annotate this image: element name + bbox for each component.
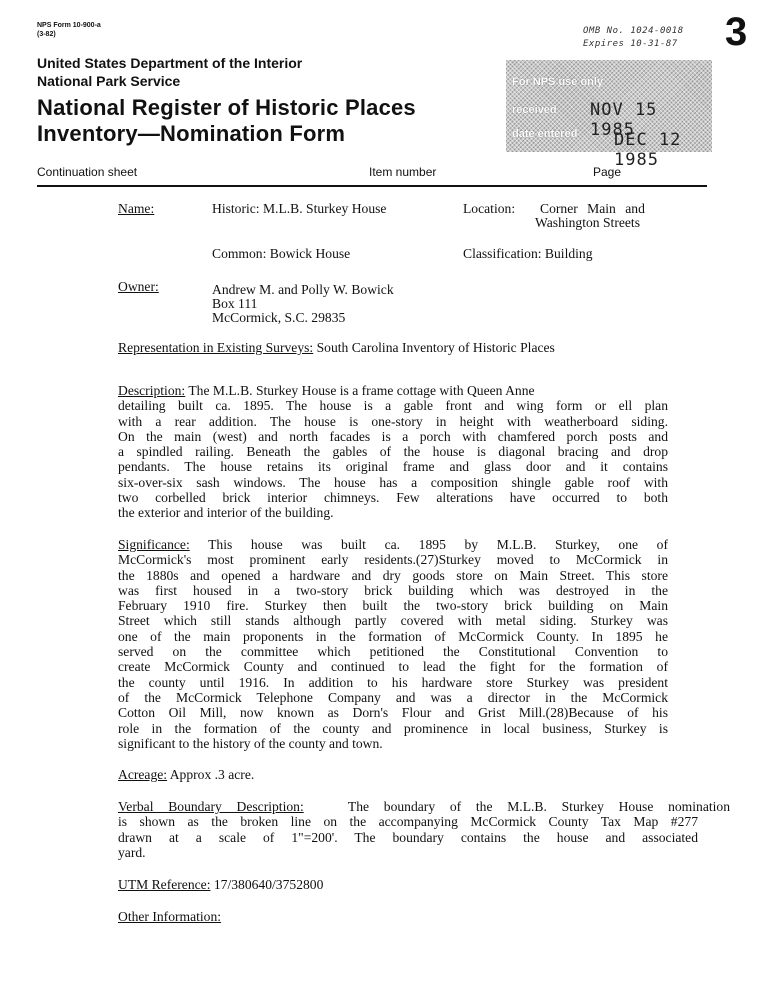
boundary-section (118, 799, 730, 860)
description-line: detailing built ca. 1895. The house is a gable front and wing form or ell plan (118, 398, 668, 414)
significance-line: This house was built ca. 1895 by M.L.B. Sturkey, one of (208, 537, 668, 552)
owner-label: Owner: (118, 279, 159, 294)
utm-label: UTM Reference: (118, 877, 211, 892)
acreage-label: Acreage: (118, 767, 168, 782)
significance-label: Significance: (118, 537, 190, 552)
significance-line: role in the formation of the county and prominence in local business, Sturkey is (118, 720, 668, 736)
common-name: Common: Bowick House (212, 246, 351, 261)
title-line-2: Inventory—Nomination Form (37, 121, 346, 146)
historic-name: Historic: M.L.B. Sturkey House (212, 201, 387, 216)
form-number-text: NPS Form 10-900-a (37, 22, 101, 29)
boundary-line: The boundary of the M.L.B. Sturkey House nomination (347, 799, 730, 814)
significance-line: one of the main proponents in the formation of McCormick County. In 1895 he (118, 628, 668, 644)
survey-row (118, 340, 555, 355)
description-line: with a rear addition. The house is one-story in height with weatherboard siding. (118, 413, 668, 429)
agency-header (37, 54, 302, 90)
owner-block (212, 283, 394, 325)
description-line: six-over-six sash windows. The house has a composition shingle gable roof with (118, 474, 668, 490)
title-line-1: National Register of Historic Places (37, 95, 416, 120)
significance-line: the 1880s and opened a hardware and dry goods store on Main Street. This store (118, 567, 668, 583)
description-line: On the main (west) and north facades is a porch with chamfered porch posts and (118, 428, 668, 444)
page-label: Page (593, 165, 622, 179)
significance-line: Street which still stands although partly covered with metal siding. Sturkey was (118, 613, 668, 629)
significance-line: February 1910 fire. Sturkey then built the two-story brick building on Main (118, 598, 668, 614)
significance-line: Cotton Oil Mill, now known as Dorn's Flour and Grist Mill.(28)Because of his (118, 705, 668, 721)
boundary-label: Verbal Boundary Description: (118, 799, 304, 814)
date-entered-label: date entered (512, 128, 578, 140)
other-information-label: Other Information: (118, 909, 222, 924)
name-label: Name: (118, 201, 155, 216)
significance-line: served on the committee which petitioned the Constitutional Convention to (118, 644, 668, 660)
description-line: pendants. The house retains its original frame and glass door and it contains (118, 459, 668, 475)
significance-line: was first housed in a two-story brick building which was destroyed in the (118, 582, 668, 598)
location-label: Location: (463, 201, 516, 216)
classification: Classification: Building (463, 246, 593, 261)
acreage-row (118, 767, 254, 782)
continuation-sheet-row (37, 163, 707, 187)
owner-line-1: Andrew M. and Polly W. Bowick (212, 282, 394, 297)
description-section (118, 383, 668, 521)
location-line-2: Washington Streets (535, 215, 640, 230)
boundary-line: drawn at a scale of 1"=200'. The boundary contains the house and associated (118, 829, 698, 845)
significance-section (118, 537, 668, 751)
omb-number (583, 25, 684, 51)
significance-line: the county until 1916. In addition to his hardware store Sturkey was president (118, 674, 668, 690)
significance-line: McCormick's most prominent early residents.(27)Sturkey moved to McCormick in (118, 552, 668, 568)
acreage-value: Approx .3 acre. (169, 767, 255, 782)
continuation-sheet-label: Continuation sheet (37, 165, 138, 179)
service-name: National Park Service (37, 73, 181, 89)
description-line: The M.L.B. Sturkey House is a frame cottage with Queen Anne (188, 383, 535, 398)
boundary-line: yard. (118, 844, 146, 860)
description-line: a spindled railing. Beneath the gables of the house is diagonal bracing and drop (118, 444, 668, 460)
boundary-line: is shown as the broken line on the accompanying McCormick County Tax Map #277 (118, 814, 698, 830)
owner-line-3: McCormick, S.C. 29835 (212, 310, 346, 325)
entered-date: DEC 12 1985 (614, 130, 682, 170)
description-line: two corbelled brick interior chimneys. Few alterations have occurred to both (118, 490, 668, 506)
survey-value: South Carolina Inventory of Historic Places (316, 340, 555, 355)
location-line-1: Corner Main and (540, 201, 645, 216)
significance-line: of the McCormick Telephone Company and was a director in the McCormick (118, 689, 668, 705)
utm-row (118, 877, 323, 892)
page-number: 3 (725, 10, 748, 54)
item-number-label: Item number (369, 165, 437, 179)
form-title (37, 95, 416, 147)
survey-label: Representation in Existing Surveys: (118, 340, 314, 355)
nps-use-stamp (506, 60, 712, 170)
utm-value: 17/380640/3752800 (213, 877, 324, 892)
owner-line-2: Box 111 (212, 296, 258, 311)
received-date: NOV 15 1985 (590, 100, 658, 140)
significance-line: significant to the history of the county and town. (118, 735, 383, 751)
omb-line-1: OMB No. 1024-0018 (583, 26, 684, 36)
description-label: Description: (118, 383, 186, 398)
omb-line-2: Expires 10-31-87 (583, 39, 678, 49)
received-label: received (512, 104, 557, 116)
nps-use-label: For NPS use only (512, 76, 604, 88)
description-line: the exterior and interior of the building. (118, 505, 334, 521)
form-number (37, 21, 101, 39)
form-date-text: (3-82) (37, 31, 56, 38)
department-name: United States Department of the Interior (37, 55, 303, 71)
significance-line: create McCormick County and continued to lead the fight for the formation of (118, 659, 668, 675)
